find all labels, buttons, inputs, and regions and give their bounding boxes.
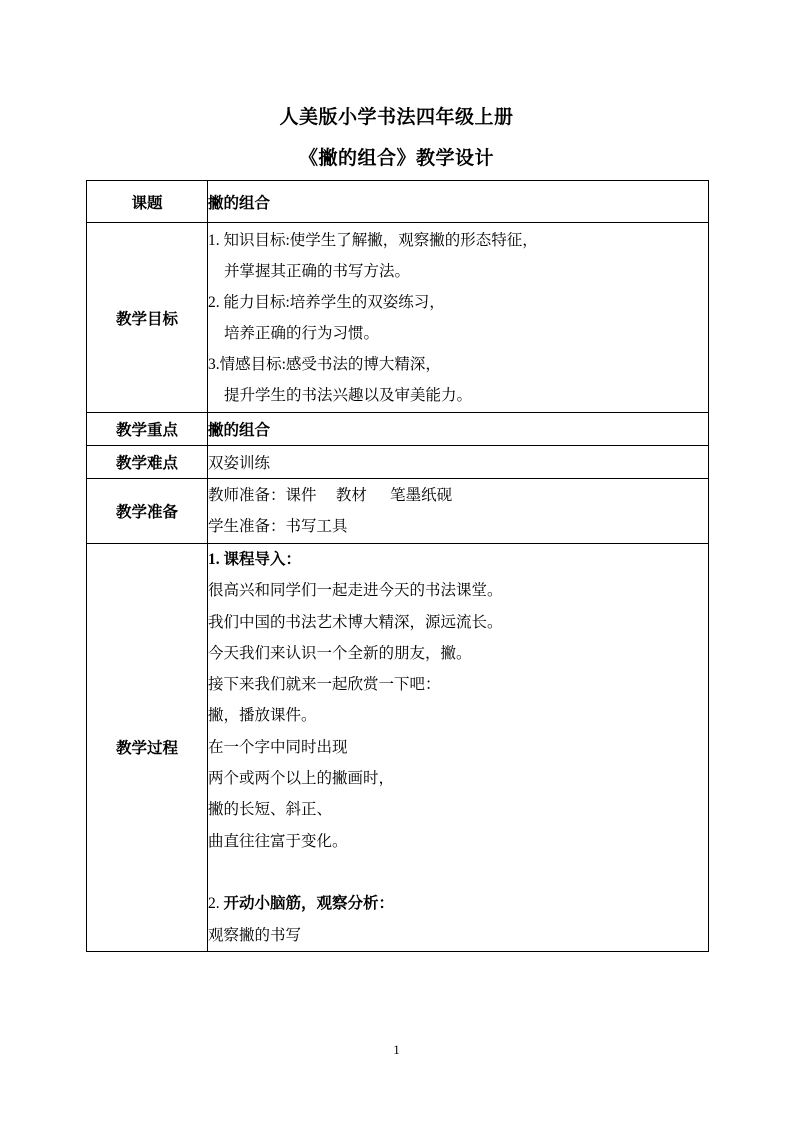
process-line: 曲直往往富于变化。 [208,832,348,850]
process-line: 撇，播放课件。 [208,707,317,725]
row-label-key-point: 教学重点 [87,413,208,446]
table-row-difficulty [87,446,709,479]
page-number: 1 [393,1042,400,1057]
objectives-content [208,223,709,413]
lesson-plan-table [86,180,709,952]
objective-line: 3.情感目标:感受书法的博大精深， [208,355,441,373]
document-title: 人美版小学书法四年级上册 [279,107,514,128]
student-preparation: 学生准备：书写工具 [208,518,348,535]
document-subtitle: 《撇的组合》教学设计 [298,148,494,169]
process-line: 我们中国的书法艺术博大精深，源远流长。 [208,613,503,631]
blank-line [208,857,708,888]
preparation-content [208,479,709,544]
table-row-process [87,544,709,952]
section-number: 2. [208,895,220,913]
table-row-topic [87,181,709,223]
process-line: 撇的长短、斜正、 [208,801,333,819]
process-line: 观察撇的书写 [208,926,302,944]
table-row-key-point [87,413,709,446]
row-label-topic: 课题 [87,181,208,223]
objective-line: 培养正确的行为习惯。 [224,324,380,342]
process-line: 两个或两个以上的撇画时， [208,770,395,788]
table-row-objectives [87,223,709,413]
row-label-difficulty: 教学难点 [87,446,208,479]
row-label-process: 教学过程 [87,544,208,952]
section-heading: 1. 课程导入： [208,551,302,568]
teacher-preparation: 教师准备：课件 教材 笔墨纸砚 [208,487,453,504]
topic-value: 撇的组合 [208,181,709,223]
process-line: 很高兴和同学们一起走进今天的书法课堂。 [208,582,503,600]
key-point-value: 撇的组合 [208,413,709,446]
objective-line: 2. 能力目标:培养学生的双姿练习， [208,293,445,311]
table-row-preparation [87,479,709,544]
row-label-objectives: 教学目标 [87,223,208,413]
process-line: 在一个字中同时出现 [208,738,348,756]
objective-line: 1. 知识目标:使学生了解撇，观察撇的形态特征， [208,231,538,249]
objective-line: 并掌握其正确的书写方法。 [224,262,411,280]
section-heading-text: 开动小脑筋，观察分析： [223,895,395,913]
process-content [208,544,709,952]
process-line: 今天我们来认识一个全新的朋友，撇。 [208,644,472,662]
section-heading [208,888,708,919]
row-label-preparation: 教学准备 [87,479,208,544]
objective-line: 提升学生的书法兴趣以及审美能力。 [224,386,473,404]
process-line: 接下来我们就来一起欣赏一下吧： [208,676,441,694]
difficulty-value: 双姿训练 [208,446,709,479]
